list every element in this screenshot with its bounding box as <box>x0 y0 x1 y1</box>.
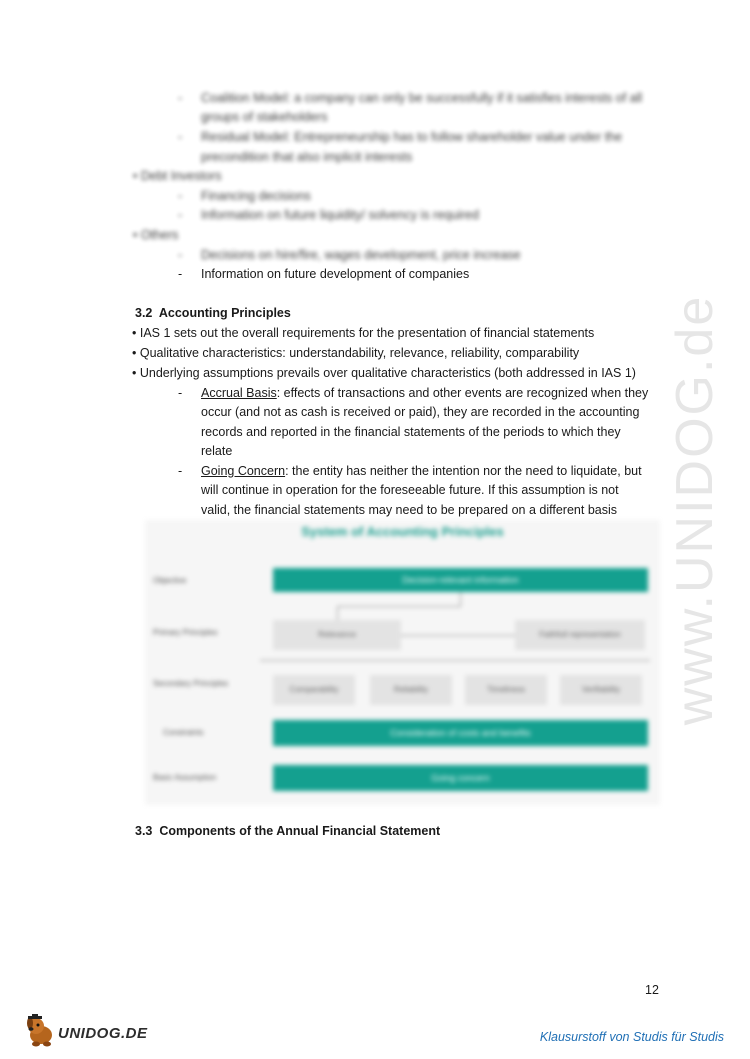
diagram-label: Basic Assumption <box>153 773 217 782</box>
diagram-label: Secondary Principles <box>153 679 229 688</box>
constraints-bar: Consideration of costs and benefits <box>273 720 648 746</box>
primary-box: Relevance <box>273 620 401 650</box>
paragraph-line: records and reported in the financial statements of the periods to which they <box>201 425 621 439</box>
diagram-label: Primary Principles <box>153 628 218 637</box>
dog-mascot-icon <box>22 1014 58 1048</box>
going-concern-line: Going Concern: the entity has neither the intention nor the need to liquidate, but <box>201 464 642 478</box>
list-item: Financing decisions <box>201 189 311 203</box>
connector-line <box>460 592 461 606</box>
term-accrual-basis: Accrual Basis <box>201 386 277 400</box>
accrual-basis-line: Accrual Basis: effects of transactions and other events are recognized when they <box>201 386 649 400</box>
list-item: Decisions on hire/fire, wages development, price increase <box>201 248 521 262</box>
paragraph-line: relate <box>201 444 233 458</box>
paragraph-line: occur (and not as cash is received or paid), they are recorded in the accounting <box>201 405 640 419</box>
list-item: groups of stakeholders <box>201 110 328 124</box>
assumption-bar: Going concern <box>273 765 648 791</box>
bullet-item: • Debt Investors <box>133 169 222 183</box>
page-number: 12 <box>645 983 659 997</box>
unidog-logo <box>22 1014 162 1048</box>
secondary-box: Verifiability <box>560 675 642 705</box>
diagram-title: System of Accounting Principles <box>301 524 504 539</box>
bullet-item: • Underlying assumptions prevails over qualitative characteristics (both addressed in IAS 1) <box>132 366 636 380</box>
connector-line <box>337 606 338 620</box>
diagram-label: Objective <box>153 576 187 585</box>
dash-marker: - <box>178 91 183 105</box>
secondary-box: Reliability <box>370 675 452 705</box>
list-item: Information on future development of companies <box>201 267 470 281</box>
dash-marker: - <box>178 248 183 262</box>
dash-marker: - <box>178 208 183 222</box>
dash-marker: - <box>178 464 183 478</box>
secondary-box: Timeliness <box>465 675 547 705</box>
watermark: www.UNIDOG.de <box>666 294 724 726</box>
bullet-item: • Others <box>133 228 179 242</box>
diagram-label: Constraints <box>163 728 204 737</box>
bullet-item: • Qualitative characteristics: understandability, relevance, reliability, comparability <box>132 346 580 360</box>
primary-box: Faithfull representation <box>515 620 645 650</box>
paragraph-line: valid, the financial statements may need to be prepared on a different basis <box>201 503 617 517</box>
logo-text: UNIDOG.DE <box>58 1025 148 1042</box>
section-heading: 3.3 Components of the Annual Financial Statement <box>135 824 441 838</box>
list-item: Residual Model: Entrepreneurship has to follow shareholder value under the <box>201 130 623 144</box>
dash-marker: - <box>178 189 183 203</box>
bracket-line <box>260 660 650 661</box>
dash-marker: - <box>178 267 183 281</box>
objective-bar: Decision-relevant information <box>273 568 648 592</box>
accounting-principles-diagram <box>145 520 660 805</box>
paragraph-line: will continue in operation for the foreseeable future. If this assumption is not <box>201 483 619 497</box>
dash-marker: - <box>178 386 183 400</box>
secondary-box: Comparability <box>273 675 355 705</box>
connector-line <box>337 606 461 607</box>
connector-line <box>401 635 515 636</box>
footer-tagline: Klausurstoff von Studis für Studis <box>539 1030 724 1044</box>
dash-marker: - <box>178 130 183 144</box>
section-heading: 3.2 Accounting Principles <box>135 306 291 320</box>
term-going-concern: Going Concern <box>201 464 286 478</box>
list-item: Coalition Model: a company can only be successfully if it satisfies interests of all <box>201 91 643 105</box>
bullet-item: • IAS 1 sets out the overall requirements for the presentation of financial statements <box>132 326 595 340</box>
list-item: Information on future liquidity/ solvency is required <box>201 208 479 222</box>
list-item: precondition that also implicit interests <box>201 150 413 164</box>
